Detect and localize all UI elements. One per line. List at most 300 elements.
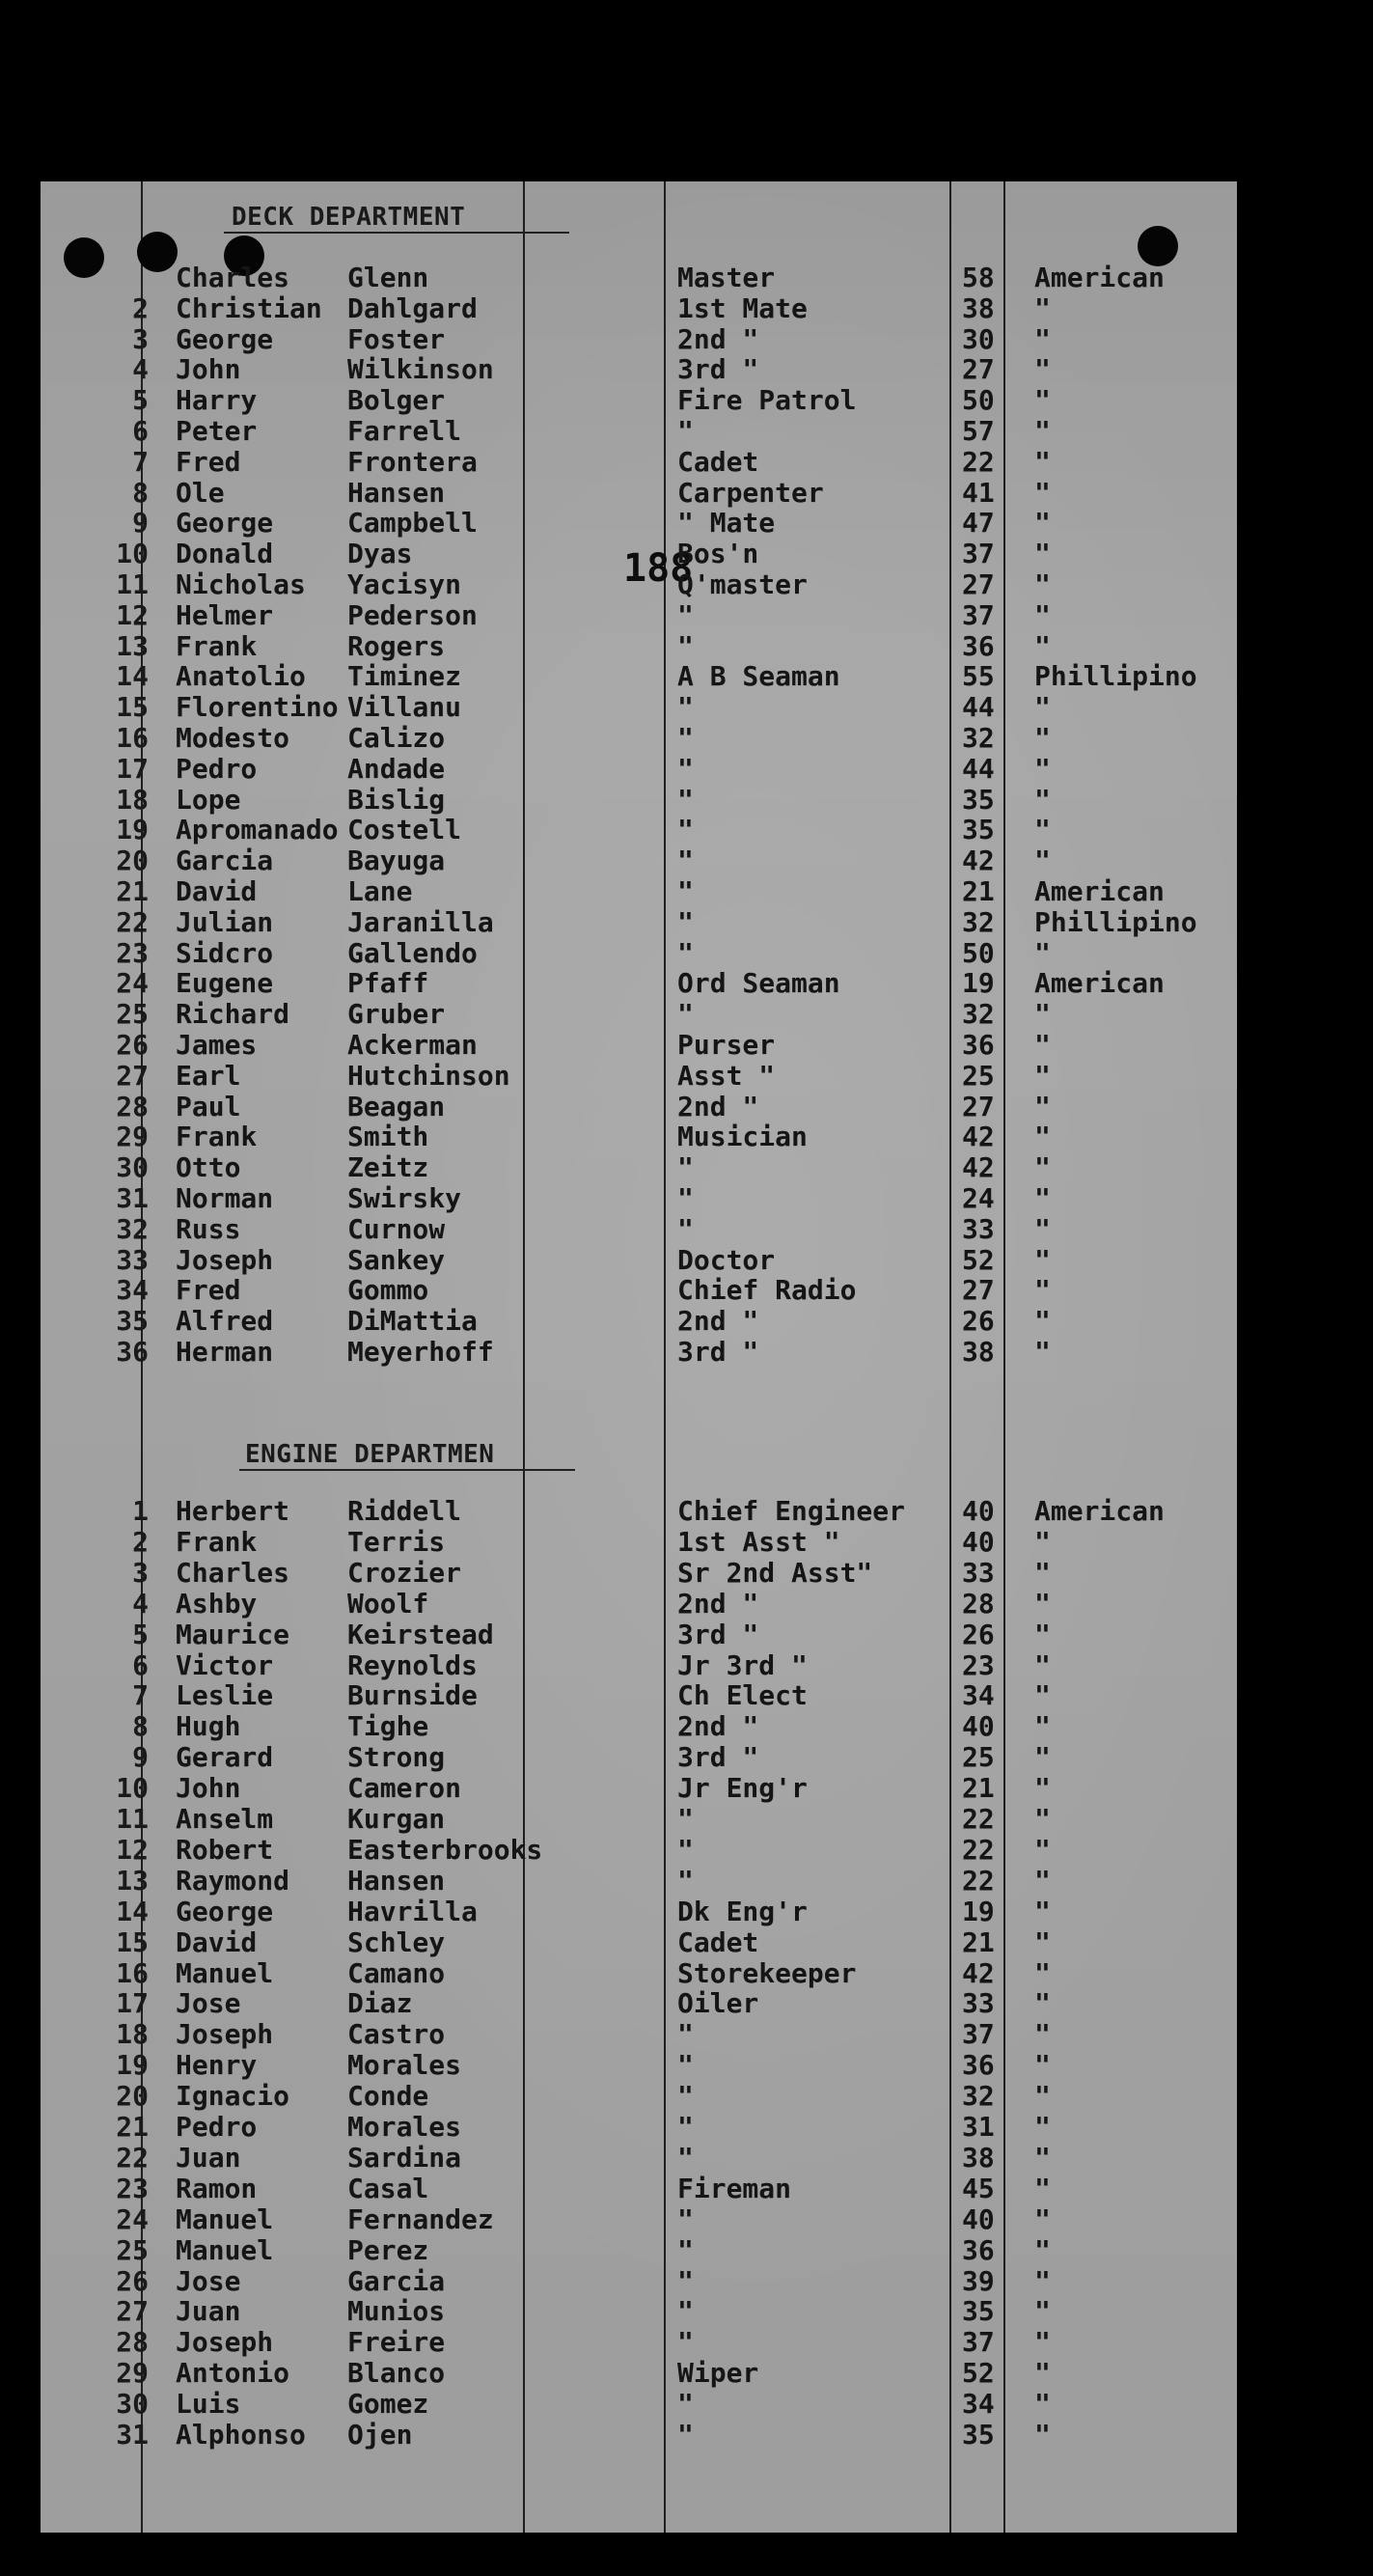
crew-position: Ord Seaman — [677, 967, 840, 1000]
crew-nationality: American — [1034, 875, 1165, 907]
crew-last-name: Casal — [347, 2172, 429, 2204]
crew-number: 9 — [132, 507, 149, 540]
crew-number: 6 — [132, 415, 149, 447]
crew-last-name: Pfaff — [347, 967, 429, 1000]
crew-nationality: " — [1034, 1243, 1051, 1276]
crew-age: 36 — [962, 2049, 995, 2082]
crew-nationality: " — [1034, 1587, 1051, 1620]
crew-last-name: Easterbrooks — [347, 1833, 543, 1866]
crew-last-name: Castro — [347, 2018, 446, 2051]
crew-first-name: Manuel — [176, 2202, 274, 2235]
crew-age: 37 — [962, 2326, 995, 2359]
crew-number: 16 — [116, 722, 149, 754]
crew-number: 27 — [116, 2295, 149, 2328]
crew-age: 38 — [962, 1336, 995, 1368]
crew-last-name: Ackerman — [347, 1029, 478, 1061]
crew-age: 26 — [962, 1618, 995, 1650]
crew-position: " — [677, 1212, 694, 1245]
crew-nationality: Phillipino — [1034, 660, 1197, 693]
crew-last-name: Woolf — [347, 1587, 429, 1620]
crew-row — [41, 1558, 1237, 1589]
heading-underline — [224, 232, 569, 234]
crew-position: Q'master — [677, 568, 808, 600]
crew-row — [41, 1061, 1237, 1092]
crew-position: 2nd " — [677, 322, 759, 355]
crew-age: 40 — [962, 1710, 995, 1743]
crew-number: 14 — [116, 1895, 149, 1927]
crew-position: Dk Eng'r — [677, 1895, 808, 1927]
crew-last-name: Villanu — [347, 691, 462, 724]
crew-row — [41, 1275, 1237, 1306]
crew-last-name: Swirsky — [347, 1182, 462, 1214]
crew-nationality: " — [1034, 2202, 1051, 2235]
crew-position: " — [677, 1864, 694, 1897]
crew-number: 10 — [116, 538, 149, 570]
crew-first-name: James — [176, 1029, 258, 1061]
crew-number: 22 — [116, 2141, 149, 2174]
crew-first-name: Lope — [176, 783, 241, 816]
crew-last-name: Morales — [347, 2049, 462, 2082]
crew-position: " — [677, 2233, 694, 2266]
crew-nationality: " — [1034, 845, 1051, 877]
crew-nationality: " — [1034, 1090, 1051, 1122]
crew-first-name: John — [176, 1772, 241, 1805]
crew-position: " — [677, 2049, 694, 2082]
crew-age: 39 — [962, 2264, 995, 2297]
crew-position: Jr Eng'r — [677, 1772, 808, 1805]
crew-row — [41, 1680, 1237, 1711]
crew-position: " — [677, 629, 694, 662]
crew-number: 12 — [116, 598, 149, 631]
crew-first-name: Nicholas — [176, 568, 306, 600]
crew-row — [41, 1958, 1237, 1989]
crew-position: " — [677, 1182, 694, 1214]
crew-row — [41, 508, 1237, 539]
crew-number: 32 — [116, 1212, 149, 1245]
crew-row — [41, 478, 1237, 509]
crew-position: Doctor — [677, 1243, 776, 1276]
crew-first-name: Henry — [176, 2049, 258, 2082]
crew-first-name: Ramon — [176, 2172, 258, 2204]
crew-age: 38 — [962, 291, 995, 324]
crew-position: " — [677, 2202, 694, 2235]
crew-first-name: Christian — [176, 291, 322, 324]
crew-first-name: Joseph — [176, 2326, 274, 2359]
crew-age: 36 — [962, 1029, 995, 1061]
crew-number: 4 — [132, 1587, 149, 1620]
crew-number: 5 — [132, 1618, 149, 1650]
crew-last-name: Keirstead — [347, 1618, 494, 1650]
crew-last-name: Munios — [347, 2295, 446, 2328]
crew-position: " — [677, 845, 694, 877]
crew-first-name: Luis — [176, 2388, 241, 2421]
crew-age: 22 — [962, 1833, 995, 1866]
crew-position: Chief Engineer — [677, 1495, 906, 1527]
crew-number: 13 — [116, 1864, 149, 1897]
crew-number: 26 — [116, 1029, 149, 1061]
crew-position: " — [677, 1151, 694, 1184]
crew-last-name: Kurgan — [347, 1803, 446, 1835]
crew-last-name: Campbell — [347, 507, 478, 540]
crew-first-name: Richard — [176, 998, 290, 1031]
crew-first-name: George — [176, 322, 274, 355]
crew-row — [41, 1589, 1237, 1620]
crew-nationality: " — [1034, 2264, 1051, 2297]
crew-first-name: Herman — [176, 1336, 274, 1368]
crew-position: " — [677, 2326, 694, 2359]
crew-number: 7 — [132, 445, 149, 478]
crew-age: 58 — [962, 262, 995, 293]
crew-row — [41, 785, 1237, 816]
crew-number: 31 — [116, 1182, 149, 1214]
crew-first-name: Eugene — [176, 967, 274, 1000]
crew-last-name: Bayuga — [347, 845, 446, 877]
crew-first-name: Anatolio — [176, 660, 306, 693]
crew-first-name: George — [176, 1895, 274, 1927]
crew-first-name: Alphonso — [176, 2419, 306, 2451]
crew-row — [41, 354, 1237, 385]
crew-last-name: Bolger — [347, 384, 446, 417]
crew-number: 23 — [116, 936, 149, 969]
crew-number: 33 — [116, 1243, 149, 1276]
crew-number: 11 — [116, 568, 149, 600]
crew-number: 19 — [116, 2049, 149, 2082]
crew-position: " — [677, 415, 694, 447]
crew-age: 44 — [962, 752, 995, 785]
crew-nationality: " — [1034, 1710, 1051, 1743]
crew-row — [41, 1496, 1237, 1527]
crew-first-name: Julian — [176, 905, 274, 938]
crew-number: 13 — [116, 629, 149, 662]
crew-row — [41, 631, 1237, 662]
crew-age: 21 — [962, 1772, 995, 1805]
crew-last-name: Terris — [347, 1525, 446, 1558]
crew-last-name: Gommo — [347, 1274, 429, 1307]
crew-row — [41, 1773, 1237, 1804]
crew-age: 52 — [962, 2357, 995, 2390]
crew-position: " — [677, 722, 694, 754]
crew-first-name: Donald — [176, 538, 274, 570]
crew-last-name: Gallendo — [347, 936, 478, 969]
crew-position: " — [677, 936, 694, 969]
crew-last-name: Frontera — [347, 445, 478, 478]
crew-row — [41, 2050, 1237, 2081]
crew-age: 34 — [962, 1679, 995, 1712]
crew-row — [41, 600, 1237, 631]
crew-nationality: American — [1034, 262, 1165, 293]
crew-row — [41, 1835, 1237, 1866]
crew-nationality: " — [1034, 291, 1051, 324]
crew-last-name: Dyas — [347, 538, 413, 570]
crew-row — [41, 1988, 1237, 2019]
crew-row — [41, 416, 1237, 447]
crew-first-name: Ole — [176, 476, 225, 509]
crew-number: 9 — [132, 1741, 149, 1774]
crew-position: " — [677, 2264, 694, 2297]
crew-nationality: " — [1034, 2080, 1051, 2113]
crew-first-name: Maurice — [176, 1618, 290, 1650]
crew-row — [41, 2296, 1237, 2327]
crew-last-name: Riddell — [347, 1495, 462, 1527]
crew-position: Ch Elect — [677, 1679, 808, 1712]
crew-last-name: Lane — [347, 875, 413, 907]
crew-position: " — [677, 2111, 694, 2143]
crew-age: 21 — [962, 1925, 995, 1958]
crew-last-name: Hansen — [347, 1864, 446, 1897]
crew-number: 6 — [132, 1648, 149, 1681]
crew-first-name: Gerard — [176, 1741, 274, 1774]
crew-number: 29 — [116, 2357, 149, 2390]
crew-row — [41, 815, 1237, 845]
crew-first-name: Herbert — [176, 1495, 290, 1527]
crew-number: 8 — [132, 476, 149, 509]
crew-position: Cadet — [677, 1925, 759, 1958]
crew-row — [41, 1620, 1237, 1650]
crew-age: 40 — [962, 1495, 995, 1527]
crew-number: 20 — [116, 2080, 149, 2113]
crew-position: " — [677, 2018, 694, 2051]
crew-first-name: Russ — [176, 1212, 241, 1245]
crew-first-name: Garcia — [176, 845, 274, 877]
crew-row — [41, 1092, 1237, 1122]
crew-first-name: Sidcro — [176, 936, 274, 969]
crew-row — [41, 723, 1237, 754]
crew-last-name: Camano — [347, 1956, 446, 1989]
crew-row — [41, 1214, 1237, 1245]
crew-row — [41, 1527, 1237, 1558]
crew-row — [41, 2019, 1237, 2050]
crew-first-name: Harry — [176, 384, 258, 417]
crew-age: 34 — [962, 2388, 995, 2421]
crew-row — [41, 2143, 1237, 2174]
crew-row — [41, 324, 1237, 355]
crew-nationality: " — [1034, 1212, 1051, 1245]
crew-first-name: Alfred — [176, 1305, 274, 1338]
crew-age: 32 — [962, 905, 995, 938]
crew-nationality: " — [1034, 1182, 1051, 1214]
crew-position: Jr 3rd " — [677, 1648, 808, 1681]
crew-last-name: Reynolds — [347, 1648, 478, 1681]
crew-number: 8 — [132, 1710, 149, 1743]
crew-number: 21 — [116, 875, 149, 907]
crew-position: 3rd " — [677, 1741, 759, 1774]
crew-first-name: Manuel — [176, 2233, 274, 2266]
crew-first-name: Apromanado — [176, 814, 339, 846]
crew-last-name: Bislig — [347, 783, 446, 816]
crew-row — [41, 999, 1237, 1030]
crew-number: 4 — [132, 353, 149, 386]
page-number-stamp: 188 — [623, 546, 694, 591]
crew-position: " — [677, 2295, 694, 2328]
crew-nationality: " — [1034, 936, 1051, 969]
crew-age: 25 — [962, 1741, 995, 1774]
crew-number: 34 — [116, 1274, 149, 1307]
crew-position: " — [677, 905, 694, 938]
crew-age: 23 — [962, 1648, 995, 1681]
crew-nationality: " — [1034, 752, 1051, 785]
crew-row — [41, 2358, 1237, 2389]
crew-age: 50 — [962, 384, 995, 417]
crew-row — [41, 263, 1237, 293]
crew-row — [41, 1866, 1237, 1897]
crew-last-name: Gruber — [347, 998, 446, 1031]
crew-number: 30 — [116, 2388, 149, 2421]
crew-position: 3rd " — [677, 353, 759, 386]
crew-first-name: Robert — [176, 1833, 274, 1866]
crew-last-name: Sardina — [347, 2141, 462, 2174]
crew-age: 28 — [962, 1587, 995, 1620]
crew-nationality: " — [1034, 2018, 1051, 2051]
heading-underline — [239, 1469, 575, 1471]
crew-last-name: Blanco — [347, 2357, 446, 2390]
crew-first-name: Hugh — [176, 1710, 241, 1743]
crew-position: " — [677, 2080, 694, 2113]
crew-age: 42 — [962, 1956, 995, 1989]
crew-first-name: Jose — [176, 1987, 241, 2020]
crew-number: 36 — [116, 1336, 149, 1368]
crew-nationality: " — [1034, 1925, 1051, 1958]
crew-number: 14 — [116, 660, 149, 693]
crew-row — [41, 1804, 1237, 1835]
crew-position: Purser — [677, 1029, 776, 1061]
crew-position: 3rd " — [677, 1336, 759, 1368]
crew-row — [41, 1183, 1237, 1214]
crew-age: 35 — [962, 2295, 995, 2328]
crew-nationality: " — [1034, 998, 1051, 1031]
crew-age: 40 — [962, 2202, 995, 2235]
crew-age: 42 — [962, 1121, 995, 1153]
crew-position: 1st Mate — [677, 291, 808, 324]
crew-nationality: " — [1034, 629, 1051, 662]
crew-last-name: Meyerhoff — [347, 1336, 494, 1368]
crew-row — [41, 293, 1237, 324]
crew-first-name: Juan — [176, 2141, 241, 2174]
crew-row — [41, 1711, 1237, 1742]
crew-position: " — [677, 752, 694, 785]
crew-number: 17 — [116, 752, 149, 785]
crew-last-name: Garcia — [347, 2264, 446, 2297]
crew-last-name: Havrilla — [347, 1895, 478, 1927]
crew-age: 47 — [962, 507, 995, 540]
crew-age: 50 — [962, 936, 995, 969]
crew-position: Wiper — [677, 2357, 759, 2390]
crew-nationality: " — [1034, 598, 1051, 631]
crew-nationality: " — [1034, 384, 1051, 417]
crew-nationality: " — [1034, 2419, 1051, 2451]
crew-nationality: Phillipino — [1034, 905, 1197, 938]
crew-position: " — [677, 2141, 694, 2174]
crew-row — [41, 968, 1237, 999]
crew-nationality: " — [1034, 2233, 1051, 2266]
crew-row — [41, 1650, 1237, 1681]
crew-number: 28 — [116, 1090, 149, 1122]
crew-number: 18 — [116, 783, 149, 816]
crew-last-name: Jaranilla — [347, 905, 494, 938]
crew-row — [41, 385, 1237, 416]
crew-first-name: Joseph — [176, 1243, 274, 1276]
crew-position: 2nd " — [677, 1587, 759, 1620]
crew-first-name: Fred — [176, 1274, 241, 1307]
crew-number: 31 — [116, 2419, 149, 2451]
crew-last-name: DiMattia — [347, 1305, 478, 1338]
crew-first-name: Leslie — [176, 1679, 274, 1712]
crew-position: Master — [677, 262, 776, 293]
crew-last-name: Morales — [347, 2111, 462, 2143]
crew-row — [41, 754, 1237, 785]
crew-nationality: " — [1034, 322, 1051, 355]
crew-number: 24 — [116, 967, 149, 1000]
crew-first-name: Pedro — [176, 2111, 258, 2143]
crew-number: 28 — [116, 2326, 149, 2359]
crew-row — [41, 1337, 1237, 1368]
crew-age: 22 — [962, 445, 995, 478]
crew-row — [41, 447, 1237, 478]
crew-nationality: " — [1034, 1556, 1051, 1589]
crew-first-name: Helmer — [176, 598, 274, 631]
crew-last-name: Gomez — [347, 2388, 429, 2421]
crew-row — [41, 1152, 1237, 1183]
crew-age: 27 — [962, 1090, 995, 1122]
crew-age: 30 — [962, 322, 995, 355]
crew-first-name: Ignacio — [176, 2080, 290, 2113]
crew-nationality: " — [1034, 476, 1051, 509]
crew-row — [41, 1897, 1237, 1927]
crew-last-name: Pederson — [347, 598, 478, 631]
crew-last-name: Tighe — [347, 1710, 429, 1743]
crew-first-name: Manuel — [176, 1956, 274, 1989]
crew-nationality: American — [1034, 967, 1165, 1000]
crew-nationality: " — [1034, 353, 1051, 386]
crew-last-name: Hutchinson — [347, 1059, 510, 1092]
crew-nationality: " — [1034, 1059, 1051, 1092]
crew-age: 33 — [962, 1212, 995, 1245]
crew-number: 2 — [132, 1525, 149, 1558]
crew-last-name: Freire — [347, 2326, 446, 2359]
crew-number: 25 — [116, 998, 149, 1031]
crew-nationality: " — [1034, 1525, 1051, 1558]
crew-last-name: Farrell — [347, 415, 462, 447]
crew-position: " — [677, 598, 694, 631]
crew-row — [41, 1030, 1237, 1061]
crew-age: 37 — [962, 2018, 995, 2051]
crew-nationality: " — [1034, 1987, 1051, 2020]
crew-number: 15 — [116, 1925, 149, 1958]
crew-row — [41, 938, 1237, 969]
crew-position: Storekeeper — [677, 1956, 857, 1989]
crew-last-name: Curnow — [347, 1212, 446, 1245]
crew-number: 21 — [116, 2111, 149, 2143]
crew-row — [41, 2235, 1237, 2266]
crew-number: 3 — [132, 322, 149, 355]
crew-last-name: Diaz — [347, 1987, 413, 2020]
crew-last-name: Fernandez — [347, 2202, 494, 2235]
crew-row — [41, 1927, 1237, 1958]
crew-age: 57 — [962, 415, 995, 447]
crew-first-name: Ashby — [176, 1587, 258, 1620]
crew-age: 40 — [962, 1525, 995, 1558]
crew-row — [41, 2266, 1237, 2297]
crew-row — [41, 1122, 1237, 1152]
crew-position: Carpenter — [677, 476, 824, 509]
crew-last-name: Glenn — [347, 262, 429, 293]
crew-nationality: " — [1034, 1895, 1051, 1927]
crew-position: " — [677, 783, 694, 816]
crew-row — [41, 2112, 1237, 2143]
crew-age: 27 — [962, 353, 995, 386]
crew-row — [41, 661, 1237, 692]
crew-position: Bos'n — [677, 538, 759, 570]
crew-last-name: Sankey — [347, 1243, 446, 1276]
